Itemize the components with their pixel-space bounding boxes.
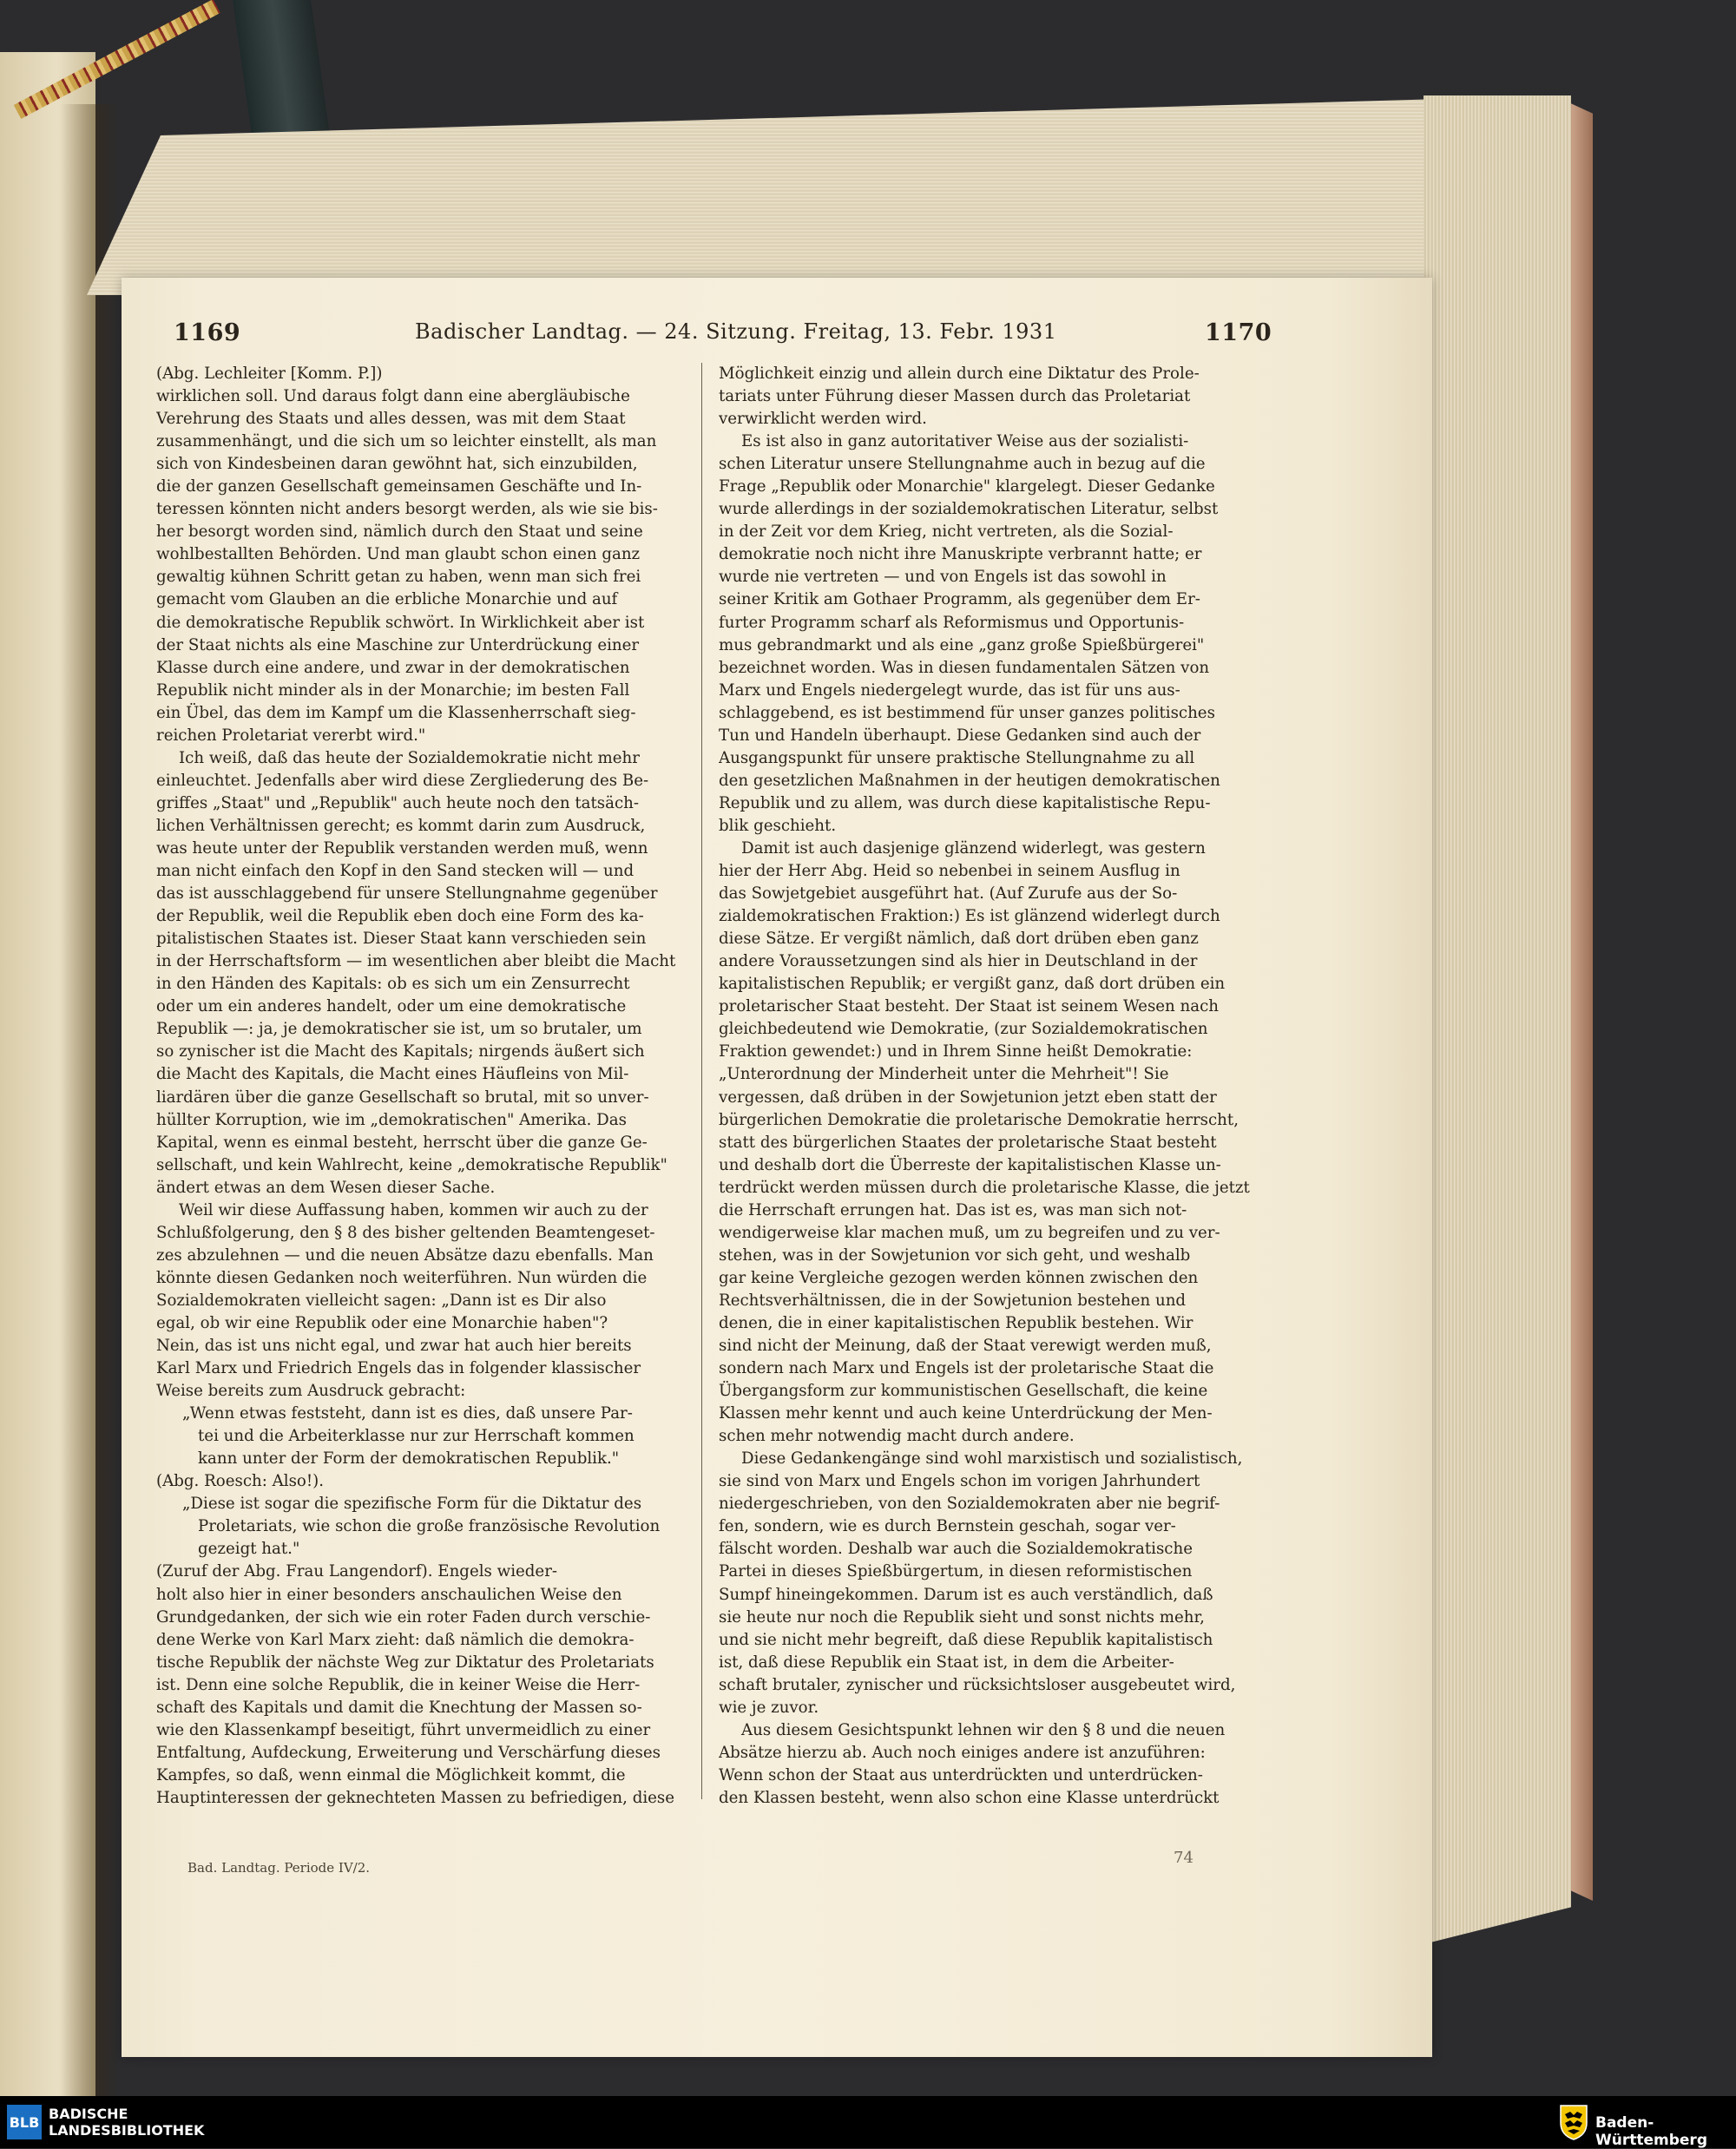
text-line: Schlußfolgerung, den § 8 des bisher geltenden Beamtengeset- [156, 1223, 655, 1242]
text-line: (Zuruf der Abg. Frau Langendorf). Engels wieder- [156, 1562, 558, 1581]
baden-wuerttemberg-coat-of-arms-icon [1559, 2104, 1588, 2140]
text-line: (Abg. Roesch: Also!). [156, 1472, 325, 1491]
text-line: wurde allerdings in der sozialdemokratischen Literatur, selbst [719, 500, 1219, 519]
text-line: statt des bürgerlichen Staates der proletarische Staat besteht [719, 1133, 1217, 1152]
blb-logo-icon: BLB [7, 2105, 42, 2139]
text-line: liardären über die ganze Gesellschaft so brutal, mit so unver- [156, 1088, 649, 1107]
text-line: diese Sätze. Er vergißt nämlich, daß dort drüben eben ganz [719, 930, 1199, 949]
text-line: zialdemokratischen Fraktion:) Es ist glänzend widerlegt durch [719, 907, 1220, 926]
text-line: proletarischer Staat besteht. Der Staat ist seinem Wesen nach [719, 997, 1219, 1016]
text-line: Damit ist auch dasjenige glänzend widerlegt, was gestern [741, 838, 1206, 858]
text-line: gar keine Vergleiche gezogen werden können zwischen den [719, 1268, 1199, 1287]
text-line: Fraktion gewendet:) und in Ihrem Sinne heißt Demokratie: [719, 1042, 1193, 1061]
text-line: Möglichkeit einzig und allein durch eine Diktatur des Prole- [719, 365, 1200, 383]
text-line: fen, sondern, wie es durch Bernstein geschah, sogar ver- [719, 1517, 1176, 1536]
text-line: Kapital, wenn es einmal besteht, herrscht über die ganze Ge- [156, 1133, 648, 1152]
text-line: wirklichen soll. Und daraus folgt dann eine abergläubische [156, 387, 630, 406]
text-line: fälscht worden. Deshalb war auch die Sozialdemokratische [719, 1540, 1193, 1559]
text-line: Entfaltung, Aufdeckung, Erweiterung und Verschärfung dieses [156, 1743, 661, 1762]
text-line: Wenn schon der Staat aus unterdrückten und unterdrücken- [719, 1765, 1203, 1784]
running-title: Badischer Landtag. — 24. Sitzung. Freitag, 13. Febr. 1931 [415, 319, 1057, 344]
signature-mark: 74 [1174, 1849, 1194, 1867]
text-line: denen, die in einer kapitalistischen Republik bestehen. Wir [719, 1313, 1194, 1332]
text-line: schaft des Kapitals und damit die Knechtung der Massen so- [156, 1698, 642, 1717]
text-line: bürgerlichen Demokratie die proletarische Demokratie herrscht, [719, 1110, 1239, 1129]
bookmark-band [233, 0, 332, 148]
text-line: kapitalistischen Republik; er vergißt ganz, daß dort drüben ein [719, 975, 1226, 994]
text-line: in den Händen des Kapitals: ob es sich um ein Zensurrecht [156, 975, 630, 994]
text-line: furter Programm scharf als Reformismus und Opportunis- [719, 613, 1185, 632]
text-line: wie je zuvor. [719, 1698, 819, 1717]
text-line: egal, ob wir eine Republik oder eine Monarchie haben"? [156, 1313, 608, 1332]
text-line: Marx und Engels niedergelegt wurde, das ist für uns aus- [719, 680, 1180, 700]
text-line: blik geschieht. [719, 816, 837, 835]
text-line: einleuchtet. Jedenfalls aber wird diese Zergliederung des Be- [156, 771, 649, 790]
library-name-line2: LANDESBIBLIOTHEK [49, 2122, 205, 2139]
text-line: so zynischer ist die Macht des Kapitals; nirgends äußert sich [156, 1042, 645, 1061]
text-line: Republik nicht minder als in der Monarchie; im besten Fall [156, 680, 630, 700]
text-line: niedergeschrieben, von den Sozialdemokraten aber nie begrif- [719, 1495, 1220, 1514]
text-line: kann unter der Form der demokratischen Republik." [198, 1449, 620, 1469]
text-line: demokratie noch nicht ihre Manuskripte verbrannt hatte; er [719, 545, 1202, 564]
text-line: schen mehr notwendig macht durch andere. [719, 1427, 1075, 1446]
text-line: Ich weiß, daß das heute der Sozialdemokratie nicht mehr [179, 748, 640, 767]
text-line: Sozialdemokraten vielleicht sagen: „Dann ist es Dir also [156, 1291, 607, 1310]
text-line: Verehrung des Staats und alles dessen, was mit dem Staat [156, 410, 626, 429]
text-line: griffes „Staat" und „Republik" auch heute noch den tatsäch- [156, 793, 640, 812]
text-line: ist, daß diese Republik ein Staat ist, in dem die Arbeiter- [719, 1653, 1174, 1672]
text-line: das Sowjetgebiet ausgeführt hat. (Auf Zurufe aus der So- [719, 884, 1178, 904]
text-line: andere Voraussetzungen sind als hier in Deutschland in der [719, 952, 1198, 971]
text-line: hüllter Korruption, wie im „demokratischen" Amerika. Das [156, 1110, 627, 1129]
text-line: Proletariats, wie schon die große französische Revolution [198, 1517, 661, 1536]
page-number-right: 1170 [1205, 319, 1272, 346]
text-line: dene Werke von Karl Marx zieht: daß nämlich die demokra- [156, 1630, 635, 1649]
text-line: her besorgt worden sind, nämlich durch den Staat und seine [156, 522, 643, 542]
text-line: terdrückt werden müssen durch die proletarische Klasse, die jetzt [719, 1178, 1250, 1197]
text-line: Weil wir diese Auffassung haben, kommen wir auch zu der [179, 1200, 648, 1219]
text-line: (Abg. Lechleiter [Komm. P.]) [156, 365, 383, 383]
text-line: der Republik, weil die Republik eben doch eine Form des ka- [156, 907, 644, 926]
text-line: reichen Proletariat vererbt wird." [156, 726, 426, 745]
text-line: sondern nach Marx und Engels ist der proletarische Staat die [719, 1359, 1214, 1378]
text-line: Klasse durch eine andere, und zwar in der demokratischen [156, 658, 630, 677]
text-line: sie heute nur noch die Republik sieht und sonst nichts mehr, [719, 1607, 1205, 1627]
text-line: den gesetzlichen Maßnahmen in der heutigen demokratischen [719, 771, 1220, 790]
text-line: der Staat nichts als eine Maschine zur Unterdrückung einer [156, 635, 640, 654]
bottom-bar [0, 2096, 1736, 2148]
text-line: die demokratische Republik schwört. In Wirklichkeit aber ist [156, 613, 645, 632]
text-line: „Wenn etwas feststeht, dann ist es dies, daß unsere Par- [182, 1404, 633, 1423]
text-line: die der ganzen Gesellschaft gemeinsamen Geschäfte und In- [156, 477, 642, 496]
text-line: tische Republik der nächste Weg zur Diktatur des Proletariats [156, 1653, 654, 1672]
text-line: sellschaft, und kein Wahlrecht, keine „demokratische Republik" [156, 1155, 667, 1174]
text-line: Aus diesem Gesichtspunkt lehnen wir den § 8 und die neuen [741, 1720, 1226, 1739]
text-line: bezeichnet worden. Was in diesen fundamentalen Sätzen von [719, 658, 1210, 677]
text-line: den Klassen besteht, wenn also schon eine Klasse unterdrückt [719, 1788, 1220, 1807]
text-line: Republik und zu allem, was durch diese kapitalistische Repu- [719, 793, 1211, 812]
text-line: gleichbedeutend wie Demokratie, (zur Sozialdemokratischen [719, 1020, 1208, 1039]
text-line: gemacht vom Glauben an die erbliche Monarchie und auf [156, 590, 618, 609]
text-line: Sumpf hineingekommen. Darum ist es auch verständlich, daß [719, 1585, 1213, 1604]
text-line: und sie nicht mehr begreift, daß diese Republik kapitalistisch [719, 1630, 1213, 1649]
text-line: Klassen mehr kennt und auch keine Unterdrückung der Men- [719, 1404, 1213, 1423]
right-page-edges [1424, 95, 1571, 1944]
text-line: was heute unter der Republik verstanden werden muß, wenn [156, 838, 648, 858]
text-line: Republik —: ja, je demokratischer sie ist, um so brutaler, um [156, 1020, 642, 1039]
right-text-column [719, 363, 1266, 1810]
text-line: wurde nie vertreten — und von Engels ist das sowohl in [719, 568, 1167, 587]
text-line: zusammenhängt, und die sich um so leichter einstellt, als man [156, 432, 657, 451]
text-line: Es ist also in ganz autoritativer Weise aus der sozialisti- [741, 432, 1189, 451]
text-line: Karl Marx und Friedrich Engels das in folgender klassischer [156, 1359, 641, 1378]
text-line: holt also hier in einer besonders anschaulichen Weise den [156, 1585, 622, 1604]
text-line: pitalistischen Staates ist. Dieser Staat kann verschieden sein [156, 930, 647, 949]
text-line: Weise bereits zum Ausdruck gebracht: [156, 1382, 466, 1401]
left-text-column [156, 363, 703, 1810]
text-line: „Unterordnung der Minderheit unter die Mehrheit"! Sie [719, 1065, 1169, 1084]
text-line: Frage „Republik oder Monarchie" klargelegt. Dieser Gedanke [719, 477, 1215, 496]
text-line: sie sind von Marx und Engels schon im vorigen Jahrhundert [719, 1472, 1200, 1491]
spine-shadow [61, 104, 122, 2100]
text-line: mus gebrandmarkt und als eine „ganz große Spießbürgerei" [719, 635, 1205, 654]
text-line: verwirklicht werden wird. [719, 410, 927, 429]
column-divider [701, 363, 702, 1799]
text-line: die Macht des Kapitals, die Macht eines Häufleins von Mil- [156, 1065, 629, 1084]
text-line: und deshalb dort die Überreste der kapitalistischen Klasse un- [719, 1155, 1221, 1174]
text-line: ändert etwas an dem Wesen dieser Sache. [156, 1178, 496, 1197]
text-line: man nicht einfach den Kopf in den Sand stecken will — und [156, 862, 635, 881]
text-line: könnte diesen Gedanken noch weiterführen. Nun würden die [156, 1268, 648, 1287]
text-line: wie den Klassenkampf beseitigt, führt unvermeidlich zu einer [156, 1720, 651, 1739]
text-line: hier der Herr Abg. Heid so nebenbei in seinem Ausflug in [719, 862, 1180, 881]
text-line: gezeigt hat." [198, 1540, 300, 1559]
library-name [49, 2106, 204, 2139]
text-line: zes abzulehnen — und die neuen Absätze dazu ebenfalls. Man [156, 1245, 654, 1265]
text-line: Rechtsverhältnissen, die in der Sowjetunion bestehen und [719, 1291, 1187, 1310]
text-line: wendigerweise klar machen muß, um zu begreifen und zu ver- [719, 1223, 1220, 1242]
text-line: in der Herrschaftsform — im wesentlichen aber bleibt die Macht [156, 952, 676, 971]
text-line: in der Zeit vor dem Krieg, nicht vertreten, als die Sozial- [719, 522, 1174, 542]
text-line: die Herrschaft errungen hat. Das ist es, was man sich not- [719, 1200, 1187, 1219]
text-line: wohlbestallten Behörden. Und man glaubt schon einen ganz [156, 545, 641, 564]
text-line: ist. Denn eine solche Republik, die in keiner Weise die Herr- [156, 1675, 641, 1694]
text-line: schaft brutaler, zynischer und rücksichtsloser ausgebeutet wird, [719, 1675, 1236, 1694]
text-line: Absätze hierzu ab. Auch noch einiges andere ist anzuführen: [719, 1743, 1206, 1762]
text-line: das ist ausschlaggebend für unsere Stellungnahme gegenüber [156, 884, 658, 904]
text-line: gewaltig kühnen Schritt getan zu haben, wenn man sich frei [156, 568, 641, 587]
text-line: Nein, das ist uns nicht egal, und zwar hat auch hier bereits [156, 1337, 632, 1356]
text-line: Grundgedanken, der sich wie ein roter Faden durch verschie- [156, 1607, 651, 1627]
library-name-line1: BADISCHE [49, 2106, 128, 2122]
text-line: Hauptinteressen der geknechteten Massen zu befriedigen, diese [156, 1788, 675, 1807]
text-line: sind nicht der Meinung, daß der Staat verewigt werden muß, [719, 1337, 1212, 1356]
text-line: „Diese ist sogar die spezifische Form für die Diktatur des [182, 1495, 642, 1514]
imprint-line: Bad. Landtag. Periode IV/2. [187, 1860, 371, 1876]
text-line: vergessen, daß drüben in der Sowjetunion jetzt eben statt der [719, 1088, 1217, 1107]
text-line: ein Übel, das dem im Kampf um die Klassenherrschaft sieg- [156, 703, 636, 722]
text-line: Kampfes, so daß, wenn einmal die Möglichkeit kommt, die [156, 1765, 626, 1784]
text-line: schen Literatur unsere Stellungnahme auch in bezug auf die [719, 455, 1206, 474]
state-name: Baden-Württemberg [1595, 2114, 1707, 2149]
text-line: seiner Kritik am Gothaer Programm, als gegenüber dem Er- [719, 590, 1200, 609]
text-line: Partei in dieses Spießbürgertum, in diesen reformistischen [719, 1562, 1193, 1581]
text-line: Tun und Handeln überhaupt. Diese Gedanken sind auch der [719, 726, 1201, 745]
text-line: stehen, was in der Sowjetunion vor sich geht, und weshalb [719, 1245, 1191, 1265]
page-number-left: 1169 [174, 319, 241, 346]
text-line: Diese Gedankengänge sind wohl marxistisch und sozialistisch, [741, 1449, 1243, 1469]
text-line: sich von Kindesbeinen daran gewöhnt hat, sich einzubilden, [156, 455, 638, 474]
text-line: tariats unter Führung dieser Massen durch das Proletariat [719, 387, 1191, 406]
text-line: Übergangsform zur kommunistischen Gesellschaft, die keine [719, 1382, 1208, 1401]
text-line: Ausgangspunkt für unsere praktische Stellungnahme zu all [719, 748, 1195, 767]
text-line: oder um ein anderes handelt, oder um eine demokratische [156, 997, 627, 1016]
text-line: schlaggebend, es ist bestimmend für unser ganzes politisches [719, 703, 1215, 722]
text-line: teressen könnten nicht anders besorgt werden, als wie sie bis- [156, 500, 658, 519]
text-line: tei und die Arbeiterklasse nur zur Herrschaft kommen [198, 1427, 635, 1446]
text-line: lichen Verhältnissen gerecht; es kommt darin zum Ausdruck, [156, 816, 646, 835]
